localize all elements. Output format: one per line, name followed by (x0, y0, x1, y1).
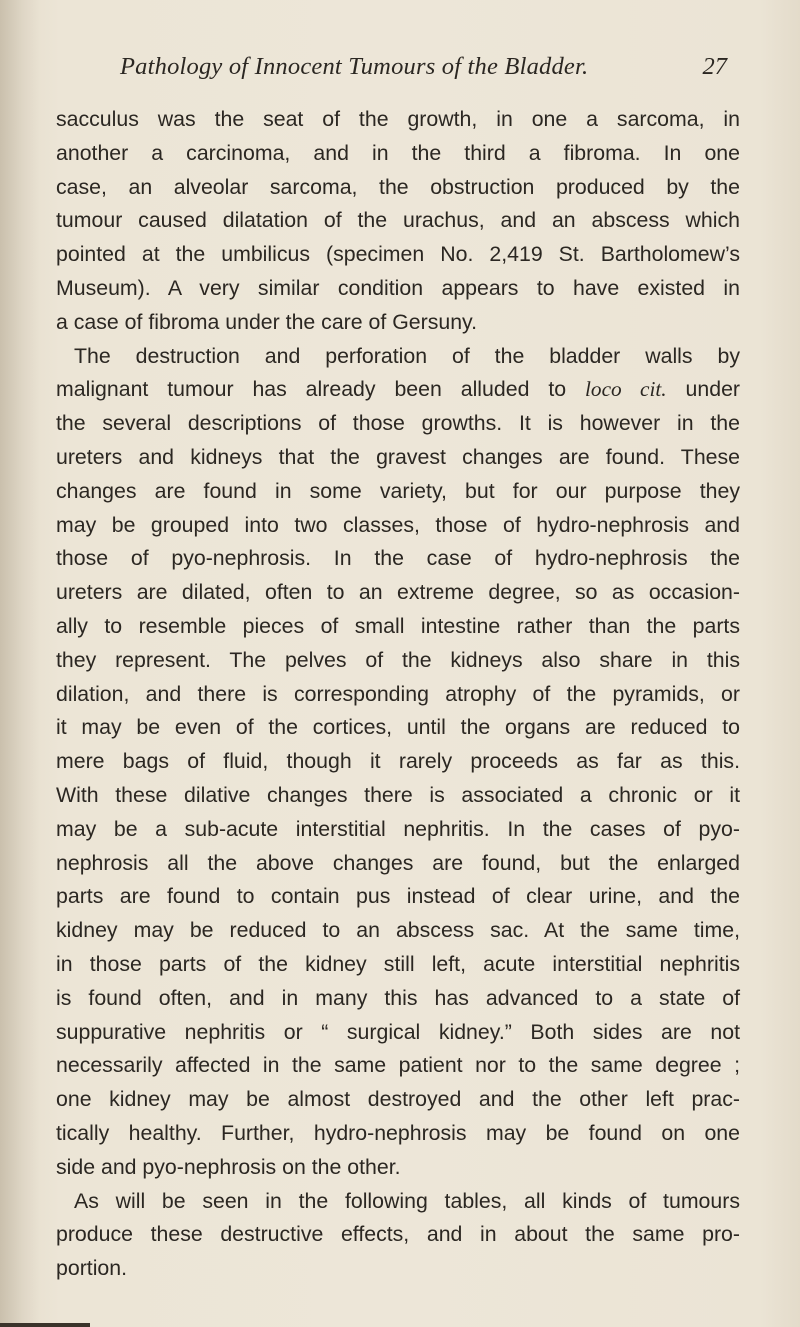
text-line: ureters are dilated, often to an extreme degree, so as occasion- (56, 580, 740, 605)
text-line: they represent. The pelves of the kidneys also share in this (56, 647, 740, 672)
text-line: sacculus was the seat of the growth, in one a sarcoma, in (56, 107, 740, 131)
text-line: necessarily affected in the same patient nor to the same degree ; (56, 1053, 740, 1078)
text-line: is found often, and in many this has advanced to a state of (56, 985, 740, 1010)
text-line: it may be even of the cortices, until the organs are reduced to (56, 715, 740, 740)
text-line: suppurative nephritis or “ surgical kidney.” Both sides are not (56, 1019, 740, 1044)
page-gutter-shadow (0, 0, 40, 1327)
text-line: those of pyo-nephrosis. In the case of hydro-nephrosis the (56, 546, 740, 571)
text-line: Museum). A very similar condition appears to have existed in (56, 275, 740, 300)
text-line: The destruction and perforation of the bladder walls by (74, 343, 740, 368)
text-line: the several descriptions of those growths. It is however in the (56, 411, 740, 436)
text-line: case, an alveolar sarcoma, the obstruction produced by the (56, 174, 740, 199)
text-line: a case of fibroma under the care of Gersuny. (56, 309, 478, 334)
text-line: As will be seen in the following tables, all kinds of tumours (74, 1188, 740, 1213)
text-line: one kidney may be almost destroyed and the other left prac- (56, 1087, 740, 1112)
text-line: With these dilative changes there is associated a chronic or it (56, 782, 740, 807)
text-line: changes are found in some variety, but for our purpose they (56, 478, 740, 503)
text-line: ally to resemble pieces of small intestine rather than the parts (56, 613, 740, 638)
page-number: 27 (702, 53, 727, 80)
text-line: parts are found to contain pus instead of clear urine, and the (56, 884, 740, 909)
text-line: produce these destructive effects, and in about the same pro- (56, 1222, 740, 1247)
body-text (56, 103, 740, 1286)
italic-phrase: loco cit. (585, 377, 667, 402)
text-line: mere bags of fluid, though it rarely proceeds as far as this. (56, 749, 740, 774)
text-segment: malignant tumour has already been alluded to (56, 377, 567, 402)
text-line: portion. (56, 1256, 128, 1281)
page-header (60, 53, 770, 87)
text-line: ureters and kidneys that the gravest changes are found. These (56, 444, 740, 469)
bottom-edge-mark (0, 1323, 90, 1327)
text-line: in those parts of the kidney still left, acute interstitial nephritis (56, 951, 740, 976)
text-line: may be grouped into two classes, those of hydro-nephrosis and (56, 512, 740, 537)
text-line: pointed at the umbilicus (specimen No. 2,419 St. Bartholomew’s (56, 242, 740, 267)
text-segment: under (685, 377, 741, 402)
text-line: tically healthy. Further, hydro-nephrosis may be found on one (56, 1120, 740, 1145)
text-line: may be a sub-acute interstitial nephritis. In the cases of pyo- (56, 816, 740, 841)
text-line: another a carcinoma, and in the third a fibroma. In one (56, 140, 740, 165)
text-line: nephrosis all the above changes are found, but the enlarged (56, 850, 740, 875)
text-line: side and pyo-nephrosis on the other. (56, 1154, 401, 1179)
running-title: Pathology of Innocent Tumours of the Bladder. (120, 53, 589, 80)
text-line-with-italic (56, 373, 740, 407)
text-line: dilation, and there is corresponding atrophy of the pyramids, or (56, 681, 740, 706)
text-line: kidney may be reduced to an abscess sac. At the same time, (56, 918, 740, 943)
text-line: tumour caused dilatation of the urachus, and an abscess which (56, 208, 740, 233)
